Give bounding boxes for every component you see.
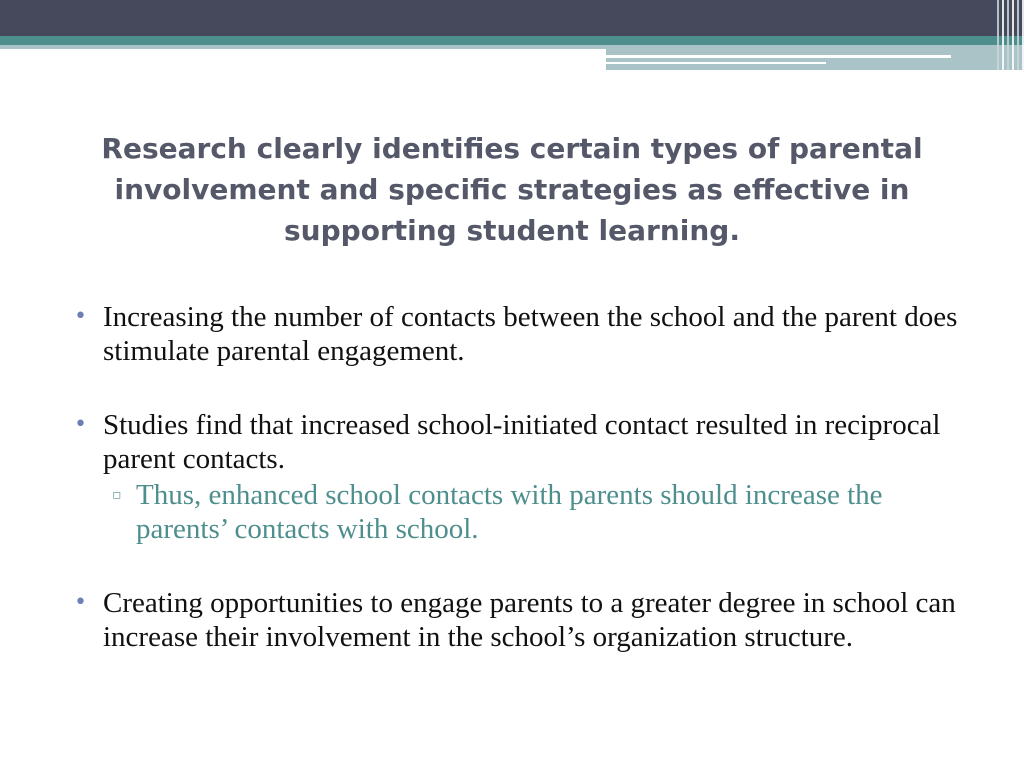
header-accent-line-2 (606, 62, 826, 64)
bullet-text-1: Increasing the number of contacts between the school and the parent does stimulate parental engagement. (103, 301, 958, 367)
bullet-item-3 (70, 586, 970, 654)
header-accent-line-1 (606, 55, 951, 58)
sub-bullet-item (70, 478, 970, 546)
sub-bullet-marker: ▫ (112, 487, 122, 503)
bullet-marker: • (74, 412, 87, 437)
bullet-item-1 (70, 300, 970, 368)
slide-title: Research clearly identifies certain types of parental involvement and specific strategies as effective in supporting student learning. (101, 132, 923, 247)
bullet-text-2: Studies find that increased school-initiated contact resulted in reciprocal parent contacts. (103, 409, 941, 475)
bullet-text-3: Creating opportunities to engage parents to a greater degree in school can increase their involvement in the school’s organization structure. (103, 587, 956, 653)
header-dark-bar (0, 0, 1024, 36)
bullet-item-2 (70, 408, 970, 546)
sub-bullet-text: Thus, enhanced school contacts with parents should increase the parents’ contacts with school. (136, 479, 883, 545)
slide-body (70, 300, 970, 694)
header-light-bar (0, 45, 606, 49)
header-teal-bar (0, 36, 1024, 45)
bullet-marker: • (74, 590, 87, 615)
bullet-marker: • (74, 304, 87, 329)
header-vertical-stripes (994, 0, 1024, 70)
